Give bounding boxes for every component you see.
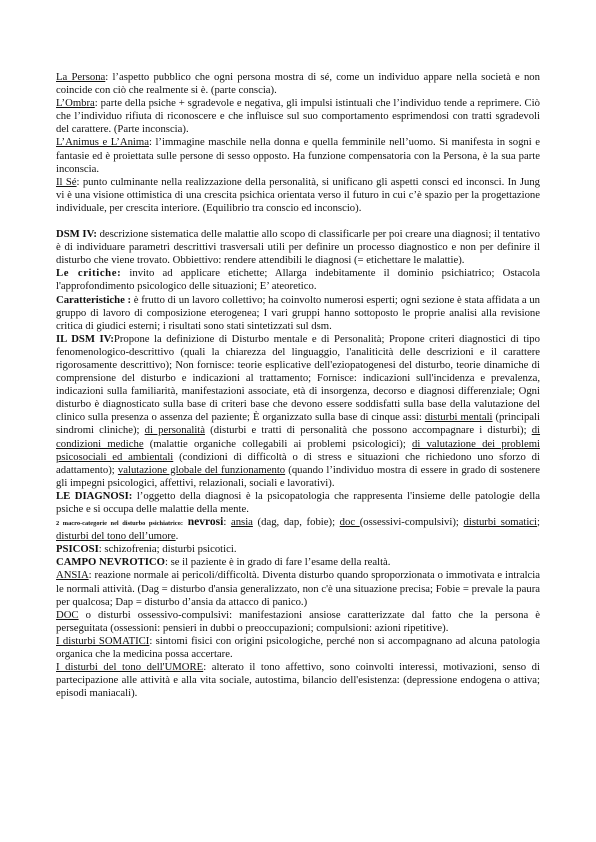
- paragraph-somatici: [56, 635, 540, 661]
- asse-3: di condizioni mediche: [56, 424, 541, 450]
- text-campo-nevrotico: : se il paziente è in grado di fare l’esame della realtà.: [164, 556, 391, 569]
- text-ombra: : parte della psiche + sgradevole e negativa, gli impulsi istintuali che l’individuo tende a reprimere. Ciò che l’individuo rifiuta di riconoscere e che influisce sul suo comportamento esprimendosi con tratti sgradevoli del carattere. (Parte inconscia).: [56, 97, 540, 136]
- link-doc: doc: [339, 516, 360, 529]
- text-umore: : alterato il tono affettivo, sono coinvolti interessi, motivazioni, senso di partecipazione alle attività e alla vita sociale, autostima, bilancio dell'esistenza: (depressione endogena o attiva; episodi maniacali).: [56, 661, 540, 700]
- text-dsm: descrizione sistematica delle malattie allo scopo di classificarle per poi creare una diagnosi; il tentativo è di individuare parametri descrittivi trasversali utili per definire un processo diagnostico e non per definire il disturbo che viene trovato. Obbiettivo: rendere attendibili le diagnosi (= etichettare le malattie).: [56, 228, 540, 267]
- text-ansia: : reazione normale ai pericoli/difficoltà. Diventa disturbo quando sproporzionata o immotivata e intralcia le normali attività. (Dag = disturbo d'ansia generalizzato, non c'è una situazione precisa; Fobie = prevale la paura per qualcosa; Dap = disturbo d’ansia da attacco di panico.): [56, 569, 540, 608]
- text-il-dsm-5: (malattie organiche collegabili ai problemi psicologici);: [143, 437, 413, 450]
- text-diagnosi: l’oggetto della diagnosi è la psicopatologia che rappresenta l'insieme delle patologie della psiche e si occupa delle malattie della mente.: [56, 489, 541, 515]
- term-campo-nevrotico: CAMPO NEVROTICO: [56, 556, 165, 569]
- paragraph-diagnosi: [56, 490, 540, 516]
- text-caratteristiche: è frutto di un lavoro collettivo; ha coinvolto numerosi esperti; ogni sezione è stata affidata a un gruppo di lavoro di composizione eterogenea; I vari gruppi hanno sottoposto le proprie analisi alla revisione critica di giudici esterni; i risultati sono stati sintetizzati sul dsm.: [56, 293, 541, 332]
- macro-text-2: (ossessivi-compulsivi);: [359, 516, 464, 529]
- macro-categorie-label: 2 macro-categorie nel disturbo psichiatrico:: [56, 520, 183, 528]
- paragraph-umore: [56, 661, 540, 700]
- term-umore: I disturbi del tono dell'UMORE: [56, 661, 204, 674]
- paragraph-doc: [56, 609, 540, 635]
- macro-text-4: .: [175, 530, 179, 543]
- text-il-dsm-2: sulla presenza o assenza del paziente; È organizzato sulla base di cinque assi:: [85, 411, 425, 424]
- text-il-dsm-7: (quando l’individuo mostra di essere in grado di sostenere gli impegni psicologici, affettivi, relazionali, sociali e lavorativi).: [56, 463, 540, 489]
- paragraph-caratteristiche: [56, 294, 540, 333]
- term-critiche: Le critiche:: [56, 267, 122, 280]
- term-doc: DOC: [56, 608, 79, 621]
- text-psicosi: : schizofrenia; disturbi psicotici.: [98, 543, 237, 556]
- paragraph-macro-categorie: [56, 516, 540, 543]
- term-animus: L’Animus e L’Anima: [56, 136, 149, 149]
- macro-text-1: (dag, dap, fobie);: [252, 516, 340, 529]
- term-dsm: DSM IV:: [56, 228, 97, 241]
- paragraph-psicosi: [56, 543, 540, 556]
- term-ansia: ANSIA: [56, 569, 89, 582]
- term-caratteristiche: Caratteristiche :: [56, 293, 132, 306]
- link-umore: disturbi del tono dell’umore: [56, 530, 176, 543]
- asse-2: di personalità: [144, 424, 206, 437]
- term-il-dsm: IL DSM IV:: [56, 332, 114, 345]
- paragraph-campo-nevrotico: [56, 556, 540, 569]
- paragraph-persona: [56, 71, 540, 97]
- blank-line: [56, 215, 540, 228]
- asse-5: valutazione globale del funzionamento: [117, 463, 286, 476]
- paragraph-il-dsm: [56, 333, 540, 490]
- macro-sep: :: [223, 516, 231, 529]
- term-ombra: L’Ombra: [56, 97, 95, 110]
- text-il-dsm-4: (disturbi e tratti di personalità che possono accompagnare i disturbi);: [205, 424, 532, 437]
- text-il-dsm-3: (principali sindromi cliniche);: [56, 411, 540, 437]
- link-ansia: ansia: [230, 516, 253, 529]
- text-il-dsm-1: Propone la definizione di Disturbo mentale e di Personalità; Propone criteri diagnostici di tipo fenomenologico-descrittivo (quali la chiarezza del linguaggio, l'analiticità delle descrizioni e il carattere rigorosamente descrittivo); Non fornisce: teorie esplicative dell'eziopatogenesi del disturbo, teorie dinamiche di comprensione del disturbo e indicazioni al trattamento; Fornisce: indicazioni sull'incidenza e prevalenza, indicazioni sulla familiarità, manifestazioni associate, età di insorgenza, decorso e diagnosi differenziale; Ogni disturbo è diagnosticato sulla base di criteri base che devono essere soddisfatti sulla base della valutazione del clinico: [56, 332, 540, 424]
- text-doc: o disturbi ossessivo-compulsivi: manifestazioni ansiose caratterizzate dal fatto che la persona è perseguitata (ossessioni: pensieri in dubbi o preoccupazioni; compulsioni: azioni ripetitive).: [56, 608, 540, 634]
- term-psicosi: PSICOSI: [56, 543, 99, 556]
- text-se: : punto culminante nella realizzazione della personalità, si unificano gli aspetti consci ed inconsci. In Jung vi è una visione ottimistica di una crescita psichica orientata verso il futuro in cui c’è spazio per la progettazione individuale, per crescita interiore. (Equilibrio tra conscio ed inconscio).: [56, 175, 541, 214]
- text-persona: : l’aspetto pubblico che ogni persona mostra di sé, come un individuo appare nella società e non coincide con ciò che realmente si è. (parte conscia).: [56, 71, 540, 97]
- paragraph-se: [56, 176, 540, 215]
- link-somatici: disturbi somatici: [463, 516, 538, 529]
- text-critiche: invito ad applicare etichette; Allarga indebitamente il dominio psichiatrico; Ostacola l'approfondimento psicologico delle situazioni; E’ ateoretico.: [56, 267, 540, 293]
- paragraph-critiche: [56, 267, 540, 293]
- text-somatici: : sintomi fisici con origini psicologiche, perché non si accompagnano ad alcuna patologia organica che la medicina possa accertare.: [56, 634, 540, 661]
- paragraph-dsm-intro: [56, 228, 540, 267]
- term-se: Il Sé: [56, 175, 77, 188]
- text-animus: : l’immagine maschile nella donna e quella femminile nell’uomo. Si manifesta in sogni e fantasie ed è proiettata sulle persone di sesso opposto. Ha funzione compensatoria con la Persona, è la sua parte inconscia.: [56, 136, 540, 175]
- term-nevrosi: nevrosi: [182, 516, 224, 529]
- text-il-dsm-6: (condizioni di difficoltà o di stress e situazioni che richiedono uno sforzo di adattamento);: [56, 450, 540, 476]
- term-persona: La Persona: [56, 71, 106, 83]
- paragraph-ombra: [56, 97, 540, 136]
- asse-1: disturbi mentali: [424, 411, 493, 424]
- document-page: [56, 71, 540, 700]
- paragraph-animus: [56, 136, 540, 175]
- macro-text-3: ;: [537, 516, 540, 529]
- term-somatici: I disturbi SOMATICI: [56, 634, 150, 647]
- asse-4: di valutazione dei problemi psicosociali ed ambientali: [56, 437, 540, 463]
- term-diagnosi: LE DIAGNOSI:: [56, 489, 133, 502]
- paragraph-ansia: [56, 569, 540, 608]
